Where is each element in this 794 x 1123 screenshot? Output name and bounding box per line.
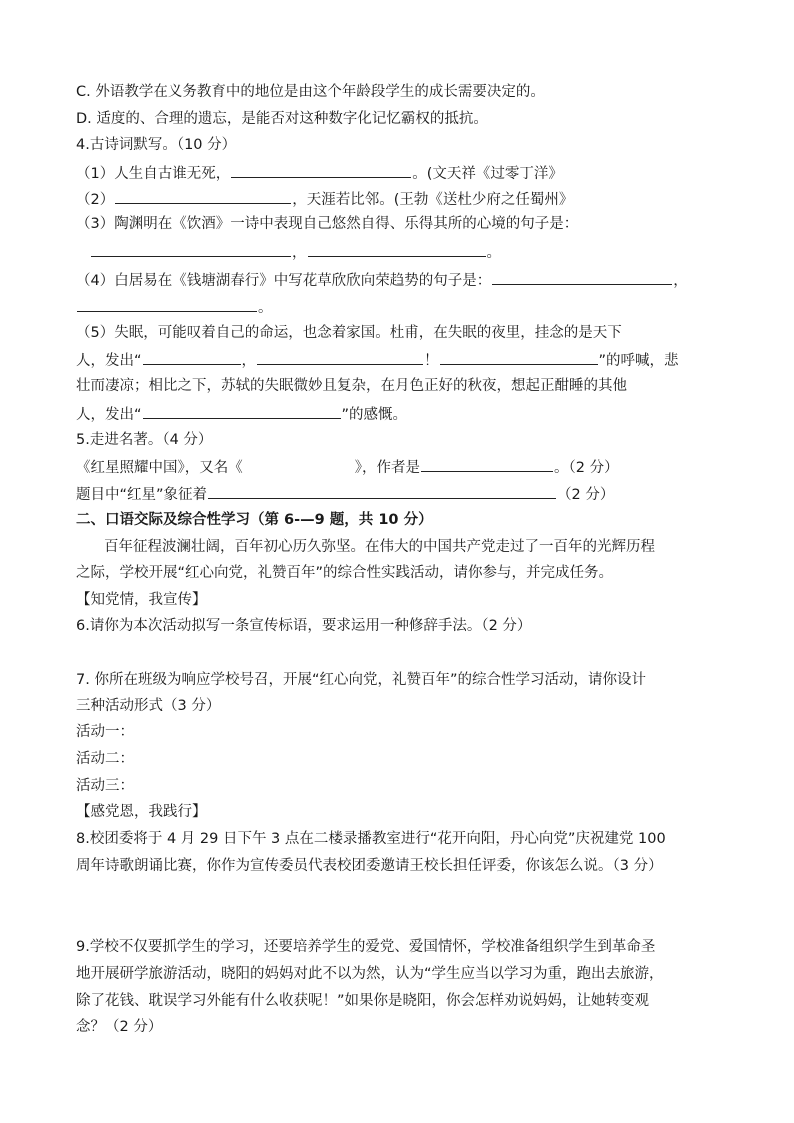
answer-blank[interactable] xyxy=(492,269,672,285)
question-4-4-answer: 。 xyxy=(76,296,726,318)
answer-blank[interactable] xyxy=(143,403,341,419)
option-d: D. 适度的、合理的遗忘，是能否对这种数字化记忆霸权的抵抗。 xyxy=(76,111,488,127)
activity-2: 活动二： xyxy=(76,751,134,767)
answer-blank[interactable] xyxy=(231,162,411,178)
question-4-5-line3: 壮而凄凉；相比之下，苏轼的失眠微妙且复杂，在月色正好的秋夜，想起正酣睡的其他 xyxy=(76,378,627,394)
answer-blank[interactable] xyxy=(257,349,423,365)
question-5-1: 《红星照耀中国》，又名《 》，作者是 。（2 分） xyxy=(76,456,726,478)
answer-blank[interactable] xyxy=(308,241,486,257)
question-5-title: 5.走进名著。（4 分） xyxy=(76,432,213,448)
question-7-line1: 7. 你所在班级为响应学校号召，开展“红心向党，礼赞百年”的综合性学习活动，请你设计 xyxy=(76,672,646,688)
question-9-line1: 9.学校不仅要抓学生的学习，还要培养学生的爱党、爱国情怀，学校准备组织学生到革命圣 xyxy=(76,939,656,955)
question-6: 6.请你为本次活动拟写一条宣传标语，要求运用一种修辞手法。（2 分） xyxy=(76,618,532,634)
task-heading-2: 【感党恩，我践行】 xyxy=(76,804,207,820)
answer-blank[interactable] xyxy=(91,241,291,257)
question-9-line3: 除了花钱、耽误学习外能有什么收获呢！”如果你是晓阳，你会怎样劝说妈妈，让她转变观 xyxy=(76,993,650,1009)
intro-paragraph-line1: 百年征程波澜壮阔，百年初心历久弥坚。在伟大的中国共产党走过了一百年的光辉历程 xyxy=(104,539,655,555)
answer-blank[interactable] xyxy=(77,296,257,312)
task-heading-1: 【知党情，我宣传】 xyxy=(76,592,207,608)
answer-blank[interactable] xyxy=(208,483,556,499)
answer-blank[interactable] xyxy=(115,188,291,204)
question-4-3-answers: ， 。 xyxy=(76,241,726,263)
activity-1: 活动一： xyxy=(76,724,134,740)
section-2-heading: 二、口语交际及综合性学习（第 6-—9 题，共 10 分） xyxy=(76,512,433,528)
question-8-line1: 8.校团委将于 4 月 29 日下午 3 点在二楼录播教室进行“花开向阳，丹心向党”庆祝建党 100 xyxy=(76,831,666,847)
answer-blank[interactable] xyxy=(143,349,241,365)
question-4-2: （2） ，天涯若比邻。(王勃《送杜少府之任蜀州》 xyxy=(76,188,726,210)
question-4-3: （3）陶渊明在《饮酒》一诗中表现自己悠然自得、乐得其所的心境的句子是： xyxy=(76,216,579,232)
question-4-4: （4）白居易在《钱塘湖春行》中写花草欣欣向荣趋势的句子是： ， xyxy=(76,269,726,291)
question-4-5-line2: 人，发出“ ， ！ ”的呼喊，悲 xyxy=(76,349,726,371)
question-7-line2: 三种活动形式（3 分） xyxy=(76,698,221,714)
question-4-1: （1）人生自古谁无死， 。(文天祥《过零丁洋》 xyxy=(76,162,726,184)
answer-blank[interactable] xyxy=(440,349,598,365)
question-4-title: 4.古诗词默写。（10 分） xyxy=(76,137,237,153)
option-c: C. 外语教学在义务教育中的地位是由这个年龄段学生的成长需要决定的。 xyxy=(76,84,545,100)
question-9-line4: 念？（2 分） xyxy=(76,1019,163,1035)
question-9-line2: 地开展研学旅游活动，晓阳的妈妈对此不以为然，认为“学生应当以学习为重，跑出去旅游， xyxy=(76,966,664,982)
activity-3: 活动三： xyxy=(76,778,134,794)
answer-blank[interactable] xyxy=(421,456,553,472)
question-5-2: 题目中“红星”象征着 （2 分） xyxy=(76,483,726,505)
intro-paragraph-line2: 之际，学校开展“红心向党，礼赞百年”的综合性实践活动，请你参与，并完成任务。 xyxy=(76,565,614,581)
question-4-5-line4: 人，发出“ ”的感慨。 xyxy=(76,403,726,425)
question-4-5-line1: （5）失眠，可能叹着自己的命运，也念着家国。杜甫，在失眠的夜里，挂念的是天下 xyxy=(76,325,622,341)
question-8-line2: 周年诗歌朗诵比赛，你作为宣传委员代表校团委邀请王校长担任评委，你该怎么说。（3 分） xyxy=(76,858,663,874)
